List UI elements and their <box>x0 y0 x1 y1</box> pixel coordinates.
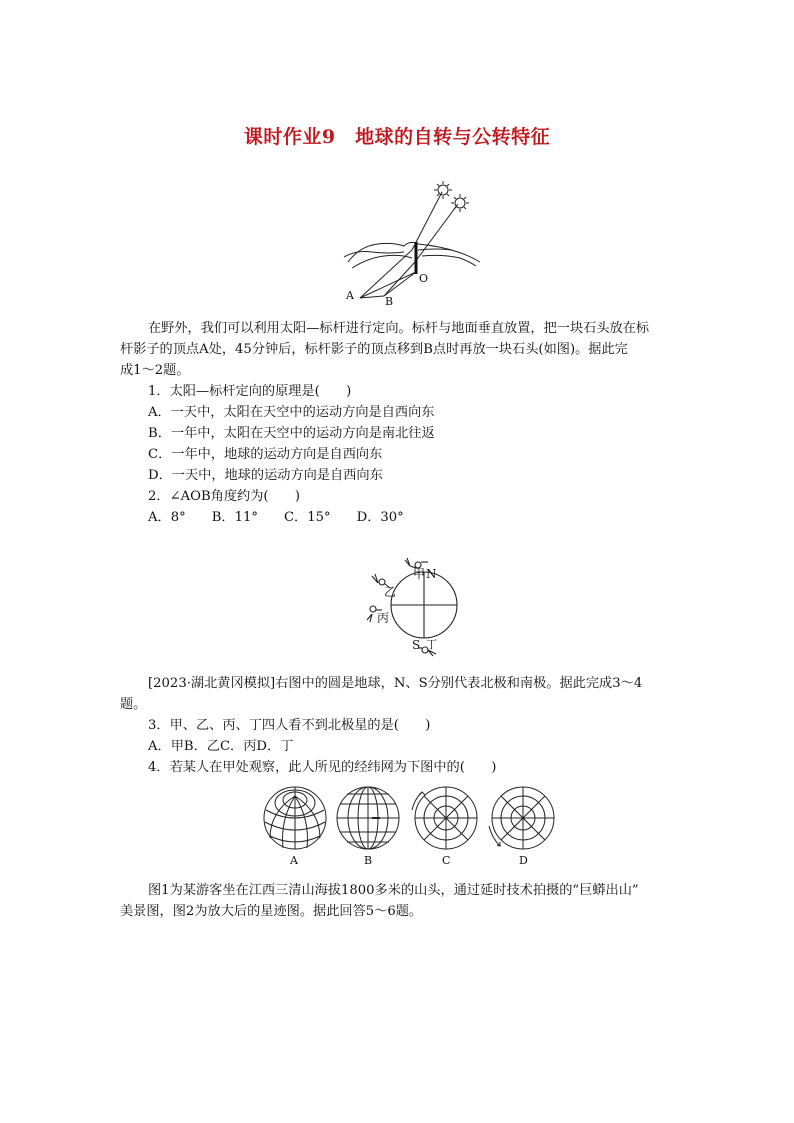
graticule-d-label: D <box>519 854 528 867</box>
question-2-option-d[interactable]: D．30° <box>356 510 404 525</box>
observer-jia-label: 甲 <box>413 567 426 581</box>
question-2-stem: 2．∠AOB角度约为( ) <box>148 489 301 504</box>
question-1-option-c[interactable]: C．一年中，地球的运动方向是自西向东 <box>148 447 383 462</box>
question-2-options <box>148 507 430 528</box>
graticule-c-label: C <box>442 854 451 867</box>
graticule-d <box>489 787 554 849</box>
north-pole-label: N <box>426 567 437 581</box>
intro-1-line-2: 杆影子的顶点A处，45分钟后，标杆影子的顶点移到B点时再放一块石头(如图)。据此完 <box>120 342 628 357</box>
intro-2-line-2: 题。 <box>120 697 147 712</box>
observer-ding-label: 丁 <box>426 638 437 651</box>
question-1-option-b[interactable]: B．一年中，太阳在天空中的运动方向是南北往返 <box>148 426 435 441</box>
question-4-stem: 4．若某人在甲处观察，此人所见的经纬网为下图中的( ) <box>148 760 497 775</box>
observer-bing-label: 丙 <box>377 611 390 625</box>
graticule-b <box>337 787 399 849</box>
question-1-option-d[interactable]: D．一天中，地球的运动方向是自西向东 <box>148 468 383 483</box>
intro-2-line-1: [2023·湖北黄冈模拟]右图中的圆是地球，N、S分别代表北极和南极。据此完成3～4 <box>148 676 643 691</box>
intro-1-line-1: 在野外，我们可以利用太阳—标杆进行定向。标杆与地面垂直放置，把一块石头放在标 <box>148 321 650 336</box>
observer-yi-label: 乙 <box>384 585 397 599</box>
south-pole-label: S <box>412 638 421 652</box>
question-3-options[interactable]: A．甲B．乙C．丙D．丁 <box>148 739 294 754</box>
question-2-option-c[interactable]: C．15° <box>283 510 331 525</box>
question-2-option-a[interactable]: A．8° <box>148 510 186 525</box>
point-b-label: B <box>385 295 394 308</box>
question-1-option-a[interactable]: A．一天中，太阳在天空中的运动方向是自西向东 <box>148 405 435 420</box>
point-a-label: A <box>346 289 354 302</box>
intro-1-line-3: 成1～2题。 <box>120 363 190 378</box>
point-o-label: O <box>419 272 429 285</box>
graticule-a-label: A <box>290 854 298 867</box>
graticule-b-label: B <box>364 854 373 867</box>
intro-3-line-1: 图1为某游客坐在江西三清山海拔1800多米的山头，通过延时技术拍摄的“巨蟒出山” <box>148 883 639 898</box>
intro-3-line-2: 美景图，图2为放大后的星迹图。据此回答5～6题。 <box>120 904 423 919</box>
page-title: 课时作业9 地球的自转与公转特征 <box>243 126 551 148</box>
question-2-option-b[interactable]: B．11° <box>211 510 258 525</box>
graticule-a <box>264 787 326 849</box>
question-3-stem: 3．甲、乙、丙、丁四人看不到北极星的是( ) <box>148 718 431 733</box>
graticule-c <box>412 787 477 849</box>
question-1-stem: 1．太阳—标杆定向的原理是( ) <box>148 384 352 399</box>
